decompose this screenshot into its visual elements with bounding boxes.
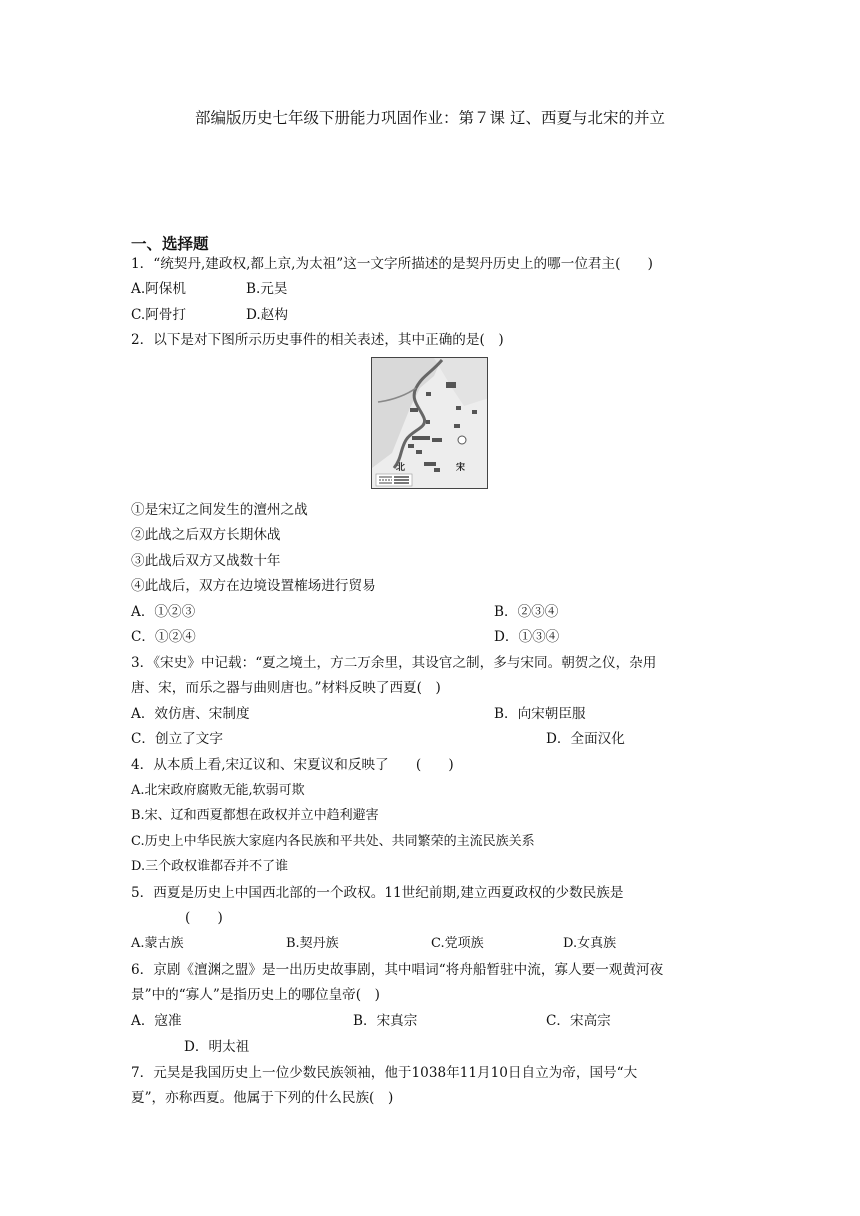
q4-option-c: C.历史上中华民族大家庭内各民族和平共处、共同繁荣的主流民族关系 (131, 834, 535, 849)
q4-option-a: A.北宋政府腐败无能,软弱可欺 (131, 783, 305, 798)
q1-option-d: D.赵构 (246, 307, 288, 323)
q2-statement-2: ②此战之后双方长期休战 (131, 527, 281, 543)
q2-map-graphic (372, 358, 488, 489)
q2-battle-map (371, 357, 488, 489)
q3-option-b: B．向宋朝臣服 (494, 706, 586, 722)
map-label-north: 北 (396, 463, 406, 473)
q7-stem-line1: 7．元昊是我国历史上一位少数民族领袖，他于1038年11月10日自立为帝，国号“大 (131, 1065, 638, 1081)
q3-option-d: D．全面汉化 (546, 731, 625, 747)
q3-option-c: C．创立了文字 (131, 731, 223, 747)
q5-option-d: D.女真族 (563, 936, 617, 951)
page-title: 部编版历史七年级下册能力巩固作业：第７课 辽、西夏与北宋的并立 (195, 109, 665, 127)
q2-statement-3: ③此战后双方又战数十年 (131, 553, 281, 569)
q1-option-b: B.元昊 (246, 281, 288, 297)
q1-option-c: C.阿骨打 (131, 307, 187, 323)
q5-option-b: B.契丹族 (286, 936, 339, 951)
q2-statement-1: ①是宋辽之间发生的澶州之战 (131, 502, 308, 518)
q6-option-a: A．寇准 (131, 1013, 182, 1029)
q4-option-b: B.宋、辽和西夏都想在政权并立中趋利避害 (131, 808, 379, 823)
q6-option-d: D．明太祖 (184, 1039, 250, 1055)
q6-stem-line2: 景”中的“寡人”是指历史上的哪位皇帝( ) (131, 987, 380, 1003)
q2-statement-4: ④此战后，双方在边境设置榷场进行贸易 (131, 578, 376, 594)
q6-option-c: C．宋高宗 (546, 1013, 611, 1029)
q3-stem-line1: 3．《宋史》中记载：“夏之境土，方二万余里，其设官之制，多与宋同。朝贺之仪，杂用 (131, 655, 657, 671)
q1-stem: 1．“统契丹,建政权,都上京,为太祖”这一文字所描述的是契丹历史上的哪一位君主( ) (131, 256, 653, 272)
section-heading: 一、选择题 (131, 235, 209, 253)
q3-option-a: A．效仿唐、宋制度 (131, 706, 250, 722)
q1-option-a: A.阿保机 (131, 281, 186, 297)
q5-stem-line1: 5．西夏是历史上中国西北部的一个政权。11世纪前期,建立西夏政权的少数民族是 (131, 885, 624, 901)
q2-option-c: C．①②④ (131, 629, 196, 645)
q5-option-a: A.蒙古族 (131, 936, 184, 951)
q2-stem: 2．以下是对下图所示历史事件的相关表述，其中正确的是( ) (131, 332, 504, 348)
q7-stem-line2: 夏”，亦称西夏。他属于下列的什么民族( ) (131, 1090, 394, 1106)
q6-stem-line1: 6．京剧《澶渊之盟》是一出历史故事剧，其中唱词“将舟船暂驻中流，寡人要一观黄河夜 (131, 962, 664, 978)
q4-option-d: D.三个政权谁都吞并不了谁 (131, 859, 289, 874)
q2-option-a: A．①②③ (131, 604, 196, 620)
q5-option-c: C.党项族 (431, 936, 484, 951)
q3-stem-line2: 唐、宋，而乐之器与曲则唐也。”材料反映了西夏( ) (131, 680, 441, 696)
q2-option-b: B．②③④ (494, 604, 559, 620)
q5-stem-line2: ( ) (185, 910, 223, 926)
map-label-song: 宋 (456, 463, 466, 473)
q6-option-b: B．宋真宗 (353, 1013, 418, 1029)
q2-option-d: D．①③④ (494, 629, 560, 645)
q4-stem: 4．从本质上看,宋辽议和、宋夏议和反映了 ( ) (131, 757, 454, 773)
